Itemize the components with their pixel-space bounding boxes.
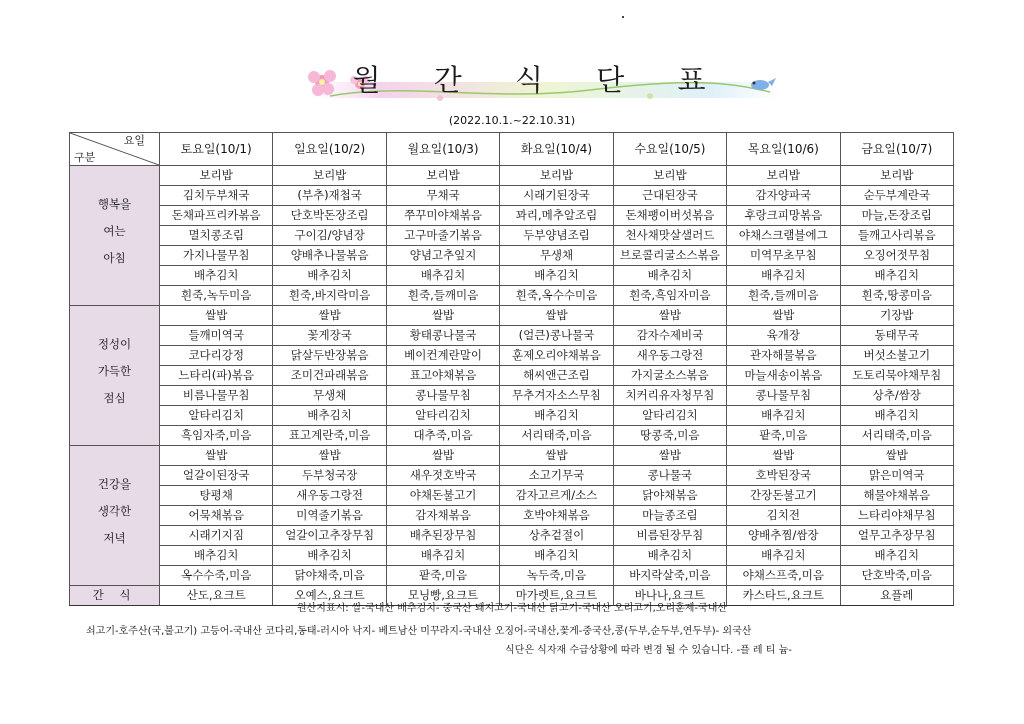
menu-cell: 배추김치	[727, 266, 840, 286]
menu-cell: 쌀밥	[613, 446, 726, 466]
change-notice: 식단은 식자재 수급상황에 따라 변경 될 수 있습니다. -플 레 티 늄-	[505, 645, 792, 656]
snack-cell: 바나나,요크트	[613, 586, 726, 606]
menu-cell: 단호박돈장조림	[273, 206, 386, 226]
menu-cell: 알타리김치	[386, 406, 499, 426]
menu-cell: 돈채파프리카볶음	[160, 206, 273, 226]
menu-cell: 쌀밥	[500, 446, 613, 466]
menu-cell: 배추김치	[273, 406, 386, 426]
menu-cell: 쌀밥	[160, 306, 273, 326]
title-banner	[290, 52, 790, 122]
menu-cell: 두부양념조림	[500, 226, 613, 246]
menu-cell: 시래기지짐	[160, 526, 273, 546]
menu-cell: 양배추나물볶음	[273, 246, 386, 266]
menu-cell: 훈제오리야채볶음	[500, 346, 613, 366]
menu-cell: 배추김치	[273, 546, 386, 566]
menu-row	[70, 166, 954, 186]
menu-cell: 보리밥	[840, 166, 953, 186]
menu-cell: 배추김치	[840, 546, 953, 566]
menu-cell: 비름된장무침	[613, 526, 726, 546]
menu-cell: 근대된장국	[613, 186, 726, 206]
menu-cell: 배추김치	[160, 546, 273, 566]
day-header: 월요일(10/3)	[386, 133, 499, 166]
menu-cell: 배추김치	[386, 266, 499, 286]
porridge-row	[70, 566, 954, 586]
menu-cell: 미역무초무침	[727, 246, 840, 266]
menu-cell: 상추/쌈장	[840, 386, 953, 406]
menu-cell: 조미건파래볶음	[273, 366, 386, 386]
porridge-cell: 서리태죽,미음	[500, 426, 613, 446]
menu-cell: 야채스크램블에그	[727, 226, 840, 246]
day-header: 토요일(10/1)	[160, 133, 273, 166]
menu-row	[70, 486, 954, 506]
menu-cell: 소고기무국	[500, 466, 613, 486]
menu-cell: 천사채맛살샐러드	[613, 226, 726, 246]
snack-label: 간 식	[70, 586, 160, 606]
header-row	[70, 133, 954, 166]
page-title: 월 간 식 단 표	[352, 63, 728, 97]
menu-cell: 멸치콩조림	[160, 226, 273, 246]
menu-cell: 배추김치	[840, 406, 953, 426]
menu-cell: 배추김치	[500, 546, 613, 566]
menu-cell: 동태무국	[840, 326, 953, 346]
menu-body	[70, 166, 954, 606]
menu-cell: 호박된장국	[727, 466, 840, 486]
menu-cell: 배추김치	[613, 266, 726, 286]
menu-cell: 비름나물무침	[160, 386, 273, 406]
menu-cell: 쌀밥	[386, 446, 499, 466]
menu-cell: 닭야채볶음	[613, 486, 726, 506]
menu-row	[70, 226, 954, 246]
porridge-cell: 땅콩죽,미음	[613, 426, 726, 446]
menu-cell: 꽃게장국	[273, 326, 386, 346]
menu-row	[70, 526, 954, 546]
menu-row	[70, 406, 954, 426]
menu-cell: 탕평채	[160, 486, 273, 506]
day-header: 금요일(10/7)	[840, 133, 953, 166]
porridge-cell: 흰죽,들깨미음	[727, 286, 840, 306]
menu-cell: 보리밥	[613, 166, 726, 186]
menu-cell: 배추김치	[160, 266, 273, 286]
menu-cell: 마늘종조림	[613, 506, 726, 526]
origin-note-2: 쇠고기-호주산(국,불고기) 고등어-국내산 코다리,동태-러시아 낙지- 베트남산 미꾸라지-국내산 오징어-국내산,꽃게-중국산,콩(두부,순두부,연두부)- 외국산	[86, 626, 752, 637]
menu-table	[69, 132, 954, 606]
porridge-cell: 흰죽,들깨미음	[386, 286, 499, 306]
menu-cell: 양배추찜/쌈장	[727, 526, 840, 546]
porridge-cell: 흰죽,흑임자미음	[613, 286, 726, 306]
menu-cell: 치커리유자청무침	[613, 386, 726, 406]
corner-day-label: 요일	[123, 134, 145, 147]
menu-cell: 무생채	[273, 386, 386, 406]
menu-cell: 야채돈불고기	[386, 486, 499, 506]
menu-cell: 고구마줄기볶음	[386, 226, 499, 246]
snack-cell: 마가렛트,요크트	[500, 586, 613, 606]
menu-cell: 닭살두반장볶음	[273, 346, 386, 366]
menu-cell: 꽈리,메추알조림	[500, 206, 613, 226]
meal-label-line: 여는	[103, 224, 126, 238]
menu-cell: 알타리김치	[160, 406, 273, 426]
menu-row	[70, 506, 954, 526]
porridge-cell: 닭야채죽,미음	[273, 566, 386, 586]
menu-cell: 배추김치	[727, 546, 840, 566]
menu-cell: 쌀밥	[500, 306, 613, 326]
day-header: 일요일(10/2)	[273, 133, 386, 166]
menu-cell: 김치두부채국	[160, 186, 273, 206]
menu-cell: 배추김치	[840, 266, 953, 286]
menu-cell: 쭈꾸미야채볶음	[386, 206, 499, 226]
porridge-row	[70, 286, 954, 306]
menu-row	[70, 386, 954, 406]
snack-cell: 카스타드,요크트	[727, 586, 840, 606]
meal-label-line: 가득한	[97, 364, 132, 378]
menu-cell: 배추김치	[273, 266, 386, 286]
corner-cell	[70, 133, 160, 166]
menu-cell: 맑은미역국	[840, 466, 953, 486]
meal-label-line: 행복을	[97, 197, 132, 211]
menu-cell: 배추김치	[500, 406, 613, 426]
menu-cell: 들깨미역국	[160, 326, 273, 346]
menu-cell: 구이김/양념장	[273, 226, 386, 246]
menu-cell: 브로콜리굴소스볶음	[613, 246, 726, 266]
menu-cell: 쌀밥	[613, 306, 726, 326]
menu-cell: 미역줄기볶음	[273, 506, 386, 526]
menu-cell: 새우동그랑전	[613, 346, 726, 366]
menu-cell: 가지굴소스볶음	[613, 366, 726, 386]
menu-cell: (부추)재첩국	[273, 186, 386, 206]
porridge-cell: 팥죽,미음	[386, 566, 499, 586]
porridge-cell: 흰죽,바지락미음	[273, 286, 386, 306]
menu-row	[70, 546, 954, 566]
menu-cell: 후랑크피망볶음	[727, 206, 840, 226]
menu-cell: 쌀밥	[160, 446, 273, 466]
porridge-cell: 바지락살죽,미음	[613, 566, 726, 586]
menu-cell: 두부청국장	[273, 466, 386, 486]
menu-cell: 도토리묵야채무침	[840, 366, 953, 386]
porridge-cell: 옥수수죽,미음	[160, 566, 273, 586]
menu-cell: 느타리야채무침	[840, 506, 953, 526]
menu-cell: 감자양파국	[727, 186, 840, 206]
snack-cell: 오예스,요크트	[273, 586, 386, 606]
menu-cell: 양념고추잎지	[386, 246, 499, 266]
menu-row	[70, 206, 954, 226]
menu-row	[70, 186, 954, 206]
menu-cell: 배추김치	[613, 546, 726, 566]
menu-cell: 배추된장무침	[386, 526, 499, 546]
menu-cell: 새우동그랑전	[273, 486, 386, 506]
menu-row	[70, 366, 954, 386]
menu-row	[70, 326, 954, 346]
menu-cell: 마늘새송이볶음	[727, 366, 840, 386]
menu-cell: 순두부계란국	[840, 186, 953, 206]
corner-category-label: 구분	[74, 151, 96, 164]
stray-dot	[622, 16, 624, 18]
porridge-cell: 팥죽,미음	[727, 426, 840, 446]
porridge-row	[70, 426, 954, 446]
menu-cell: 보리밥	[500, 166, 613, 186]
menu-cell: 보리밥	[273, 166, 386, 186]
menu-cell: 보리밥	[160, 166, 273, 186]
period: (2022.10.1.~22.10.31)	[448, 114, 576, 127]
menu-cell: 무생채	[500, 246, 613, 266]
menu-cell: 육개장	[727, 326, 840, 346]
porridge-cell: 흑임자죽,미음	[160, 426, 273, 446]
menu-cell: 알타리김치	[613, 406, 726, 426]
menu-row	[70, 346, 954, 366]
meal-label-line: 아침	[103, 251, 126, 265]
menu-cell: (얼큰)콩나물국	[500, 326, 613, 346]
menu-cell: 쌀밥	[727, 446, 840, 466]
menu-cell: 감자고르게/소스	[500, 486, 613, 506]
menu-cell: 간장돈불고기	[727, 486, 840, 506]
menu-cell: 보리밥	[727, 166, 840, 186]
menu-cell: 황태콩나물국	[386, 326, 499, 346]
menu-cell: 배추김치	[386, 546, 499, 566]
day-header: 수요일(10/5)	[613, 133, 726, 166]
meal-label-line: 건강을	[97, 477, 132, 491]
menu-row	[70, 306, 954, 326]
porridge-cell: 흰죽,녹두미음	[160, 286, 273, 306]
snack-cell: 모닝빵,요크트	[386, 586, 499, 606]
menu-cell: 해씨앤근조림	[500, 366, 613, 386]
menu-cell: 돈채팽이버섯볶음	[613, 206, 726, 226]
meal-label-line: 생각한	[97, 504, 132, 518]
porridge-cell: 녹두죽,미음	[500, 566, 613, 586]
day-header: 목요일(10/6)	[727, 133, 840, 166]
menu-cell: 감자채볶음	[386, 506, 499, 526]
menu-cell: 보리밥	[386, 166, 499, 186]
menu-row	[70, 466, 954, 486]
menu-cell: 코다리강정	[160, 346, 273, 366]
menu-cell: 쌀밥	[386, 306, 499, 326]
menu-cell: 호박야채볶음	[500, 506, 613, 526]
menu-row	[70, 266, 954, 286]
porridge-cell: 대추죽,미음	[386, 426, 499, 446]
snack-cell: 산도,요크트	[160, 586, 273, 606]
menu-cell: 콩나물무침	[386, 386, 499, 406]
menu-cell: 들깨고사리볶음	[840, 226, 953, 246]
porridge-cell: 단호박죽,미음	[840, 566, 953, 586]
menu-cell: 오징어젓무침	[840, 246, 953, 266]
snack-cell: 요플레	[840, 586, 953, 606]
menu-cell: 가지나물무침	[160, 246, 273, 266]
menu-cell: 느타리(파)볶음	[160, 366, 273, 386]
menu-cell: 얼갈이고추장무침	[273, 526, 386, 546]
meal-label-line: 저녁	[103, 531, 126, 545]
meal-label	[70, 166, 160, 306]
menu-cell: 쌀밥	[840, 446, 953, 466]
menu-cell: 얼무고추장무침	[840, 526, 953, 546]
porridge-cell: 표고계란죽,미음	[273, 426, 386, 446]
porridge-cell: 흰죽,옥수수미음	[500, 286, 613, 306]
menu-cell: 얼갈이된장국	[160, 466, 273, 486]
porridge-cell: 야채스프죽,미음	[727, 566, 840, 586]
menu-cell: 배추김치	[500, 266, 613, 286]
menu-cell: 배추김치	[727, 406, 840, 426]
menu-cell: 무채국	[386, 186, 499, 206]
menu-cell: 표고야채볶음	[386, 366, 499, 386]
porridge-cell: 서리태죽,미음	[840, 426, 953, 446]
menu-cell: 콩나물무침	[727, 386, 840, 406]
meal-label-line: 점심	[103, 391, 126, 405]
menu-row	[70, 246, 954, 266]
meal-label	[70, 446, 160, 586]
menu-cell: 쌀밥	[273, 306, 386, 326]
menu-cell: 마늘,돈장조림	[840, 206, 953, 226]
meal-label-line: 정성이	[97, 337, 132, 351]
day-header: 화요일(10/4)	[500, 133, 613, 166]
menu-cell: 감자수제비국	[613, 326, 726, 346]
menu-cell: 어묵채볶음	[160, 506, 273, 526]
origin-note: 원산지표시: 쌀-국내산 배추김치- 중국산 돼지고기-국내산 닭고기-국내산 오리고기,오리훈제-국내산	[296, 603, 728, 614]
menu-cell: 기장밥	[840, 306, 953, 326]
menu-cell: 무추겨자소스무침	[500, 386, 613, 406]
menu-cell: 콩나물국	[613, 466, 726, 486]
menu-cell: 새우젓호박국	[386, 466, 499, 486]
menu-row	[70, 446, 954, 466]
porridge-cell: 흰죽,땅콩미음	[840, 286, 953, 306]
menu-cell: 상추겉절이	[500, 526, 613, 546]
menu-cell: 쌀밥	[727, 306, 840, 326]
menu-cell: 김치전	[727, 506, 840, 526]
menu-cell: 쌀밥	[273, 446, 386, 466]
menu-cell: 베이컨계란말이	[386, 346, 499, 366]
menu-cell: 버섯소불고기	[840, 346, 953, 366]
meal-label	[70, 306, 160, 446]
menu-cell: 관자해물볶음	[727, 346, 840, 366]
menu-cell: 해물야채볶음	[840, 486, 953, 506]
menu-cell: 시래기된장국	[500, 186, 613, 206]
